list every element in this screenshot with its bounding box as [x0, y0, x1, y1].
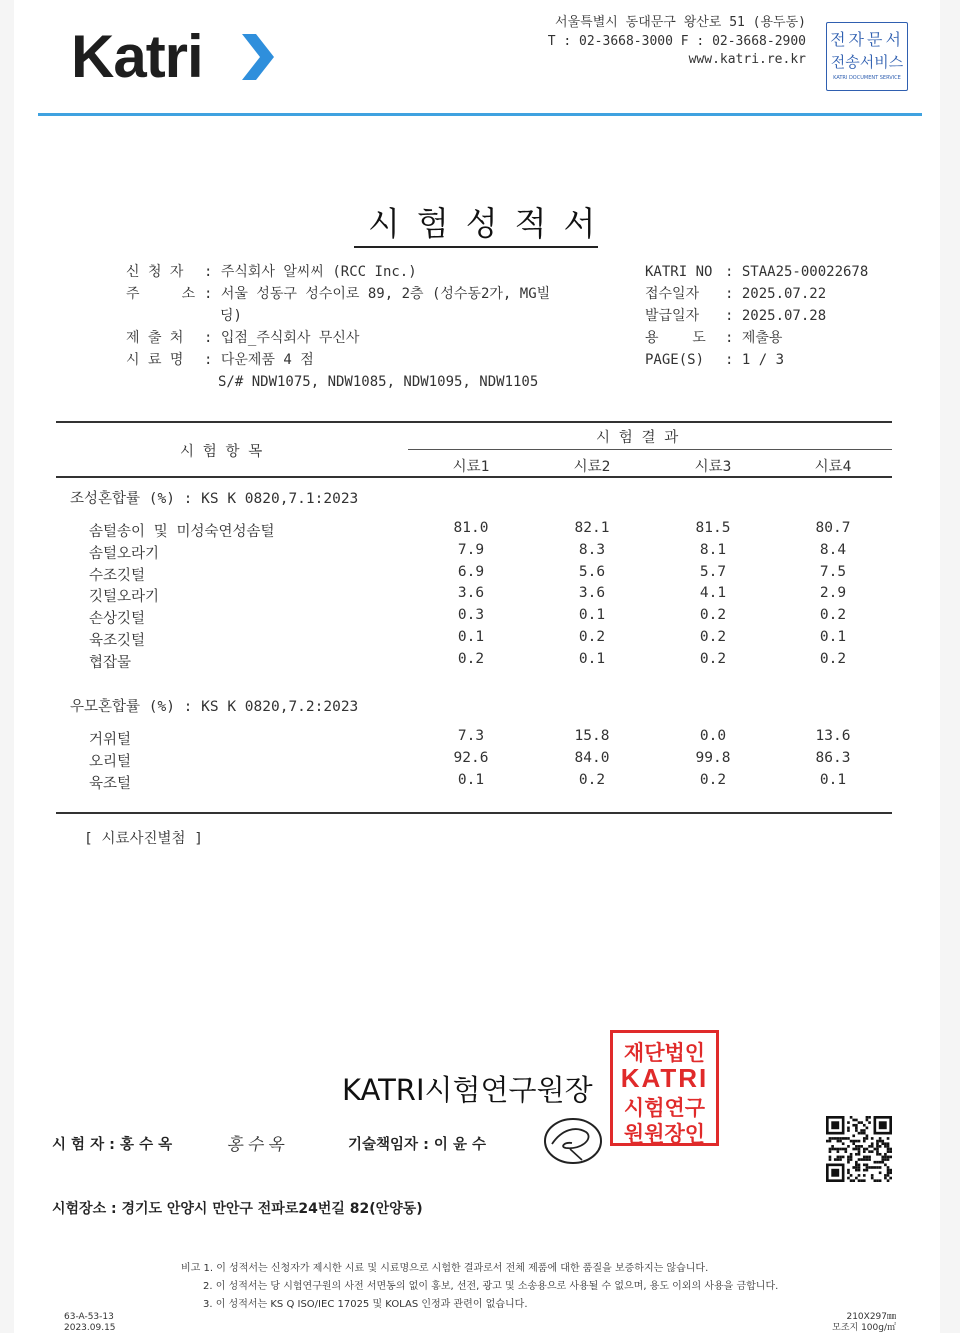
- result-cell-sample-4: 86.3: [815, 749, 851, 766]
- row-label: 솜털오라기: [89, 545, 160, 562]
- row-label: 육조털: [89, 775, 132, 792]
- sample-2-header: 시료2: [573, 459, 611, 475]
- row-label: 육조깃털: [89, 633, 146, 649]
- result-cell-sample-3: 5.7: [699, 563, 727, 580]
- meta-values: [725, 261, 868, 371]
- tester-signature: 홍수옥: [225, 1135, 291, 1155]
- applicant-value: : 주식회사 알씨씨 (RCC Inc.): [204, 264, 417, 280]
- paper-dimensions: 210X297㎜: [846, 1312, 896, 1322]
- row-label: 솜털송이 및 미성숙연성솜털: [89, 524, 275, 540]
- address-value: : 서울 성동구 성수이로 89, 2층 (성수동2가, MG빌: [204, 286, 551, 302]
- result-cell-sample-2: 8.3: [578, 541, 606, 558]
- form-code-date: 2023.09.15: [64, 1323, 116, 1333]
- address-label: 주 소: [126, 286, 196, 302]
- purpose-label: 용 도: [645, 330, 706, 346]
- result-cell-sample-2: 0.2: [578, 629, 606, 645]
- document-title: 시험성적서: [354, 198, 598, 248]
- result-cell-sample-4: 0.1: [819, 771, 847, 788]
- seal-line-3: 시험연구: [623, 1096, 706, 1120]
- sample-4-header: 시료4: [814, 459, 852, 475]
- result-cell-sample-3: 99.8: [695, 749, 731, 766]
- result-cell-sample-2: 82.1: [574, 520, 610, 536]
- table-header-split-rule: [408, 449, 892, 450]
- applicant-values: [204, 261, 550, 393]
- received-date-value: : 2025.07.22: [725, 286, 827, 302]
- row-label: 협잡물: [89, 654, 132, 671]
- seal-line-1: 재단법인: [623, 1041, 706, 1065]
- result-cell-sample-3: 0.0: [699, 728, 727, 744]
- sample-1-header: 시료1: [452, 459, 490, 475]
- org-director-title: KATRI시험연구원장: [342, 1073, 593, 1107]
- result-cell-sample-1: 0.3: [457, 607, 485, 624]
- e-document-service-badge: [826, 22, 908, 91]
- official-seal: [610, 1030, 719, 1146]
- result-cell-sample-4: 0.2: [819, 650, 847, 667]
- result-cell-sample-4: 0.1: [819, 629, 847, 645]
- katri-no-label: KATRI NO: [645, 264, 713, 280]
- result-cell-sample-2: 0.2: [578, 771, 606, 788]
- page-value: : 1 / 3: [725, 352, 785, 368]
- page-label: PAGE(S): [645, 352, 705, 368]
- katri-logo: Katri: [71, 23, 203, 90]
- submitter-label: 제 출 처: [126, 330, 184, 346]
- website-line: www.katri.re.kr: [688, 52, 806, 67]
- katri-no-value: : STAA25-00022678: [725, 264, 869, 280]
- result-cell-sample-4: 2.9: [819, 585, 847, 602]
- note-1: 비고 1. 이 성적서는 신청자가 제시한 시료 및 시료명으로 시험한 결과로서 전체 제품에 대한 품질을 보증하지는 않습니다.: [181, 1263, 709, 1274]
- result-cell-sample-4: 7.5: [819, 563, 847, 580]
- header-address: [548, 14, 806, 70]
- result-cell-sample-3: 0.2: [699, 607, 727, 624]
- section-1-title: 조성혼합률 (%) : KS K 0820,7.1:2023: [70, 491, 359, 507]
- section-2-title: 우모혼합률 (%) : KS K 0820,7.2:2023: [70, 699, 359, 715]
- result-cell-sample-1: 0.1: [457, 771, 485, 788]
- result-cell-sample-1: 7.3: [457, 728, 485, 744]
- result-cell-sample-1: 92.6: [453, 749, 489, 766]
- result-cell-sample-2: 3.6: [578, 585, 606, 602]
- result-cell-sample-3: 0.2: [699, 629, 727, 645]
- address-line: 서울특별시 동대문구 왕산로 51 (용두동): [555, 15, 806, 30]
- chevron-right-icon: [238, 34, 278, 80]
- result-cell-sample-3: 8.1: [699, 541, 727, 558]
- row-label: 오리털: [89, 753, 132, 770]
- sample-3-header: 시료3: [694, 459, 732, 475]
- paper-size: [832, 1312, 896, 1333]
- tech-manager-label: 기술책임자 : 이 윤 수: [348, 1137, 487, 1153]
- e-doc-caption: KATRI DOCUMENT SERVICE: [833, 75, 901, 81]
- test-result-header: 시 험 결 과: [596, 430, 679, 446]
- form-code: [64, 1312, 116, 1333]
- result-cell-sample-2: 84.0: [574, 749, 610, 766]
- tech-manager-signature: [542, 1114, 604, 1166]
- applicant-label: 신 청 자: [126, 264, 184, 280]
- row-label: 손상깃털: [89, 611, 146, 628]
- table-top-rule: [56, 421, 892, 423]
- sample-serials: S/# NDW1075, NDW1085, NDW1095, NDW1105: [218, 374, 539, 390]
- qr-code-icon: [826, 1116, 892, 1184]
- test-item-header: 시 험 항 목: [180, 444, 263, 460]
- address-value-cont: 딩): [220, 308, 242, 324]
- sample-value: : 다운제품 4 점: [204, 352, 314, 368]
- meta-labels: [645, 261, 712, 371]
- table-header-rule: [56, 476, 892, 478]
- submitter-value: : 입점_주식회사 무신사: [204, 330, 360, 346]
- result-cell-sample-4: 13.6: [815, 728, 851, 744]
- result-cell-sample-1: 7.9: [457, 541, 485, 558]
- result-cell-sample-1: 3.6: [457, 585, 485, 602]
- report-page: [14, 0, 940, 1333]
- result-cell-sample-2: 0.1: [578, 607, 606, 624]
- note-3: 3. 이 성적서는 KS Q ISO/IEC 17025 및 KOLAS 인정과 관련이 없습니다.: [203, 1299, 528, 1310]
- row-label: 거위털: [89, 732, 132, 748]
- applicant-labels: [126, 261, 195, 371]
- result-cell-sample-4: 80.7: [815, 520, 851, 536]
- row-label: 깃털오라기: [89, 589, 160, 606]
- header-divider: [38, 113, 922, 116]
- form-code-number: 63-A-53-13: [64, 1312, 114, 1322]
- seal-line-4: 원원장인: [623, 1122, 706, 1146]
- tester-label: 시 험 자 : 홍 수 옥: [52, 1137, 173, 1153]
- table-bottom-rule: [56, 812, 892, 814]
- seal-line-2: KATRI: [620, 1063, 709, 1093]
- result-cell-sample-2: 0.1: [578, 650, 606, 667]
- note-2: 2. 이 성적서는 당 시험연구원의 사전 서면동의 없이 홍보, 선전, 광고 및 소송용으로 사용될 수 없으며, 용도 이외의 사용을 금합니다.: [203, 1281, 779, 1292]
- paper-weight: 모조지 100g/㎡: [832, 1323, 896, 1333]
- result-cell-sample-1: 6.9: [457, 563, 485, 580]
- result-cell-sample-2: 15.8: [574, 728, 610, 744]
- result-cell-sample-3: 0.2: [699, 771, 727, 788]
- result-cell-sample-1: 81.0: [453, 520, 489, 536]
- result-cell-sample-3: 0.2: [699, 650, 727, 667]
- e-doc-subtitle: 전송서비스: [830, 53, 904, 71]
- sample-label: 시 료 명: [126, 352, 184, 368]
- purpose-value: : 제출용: [725, 330, 783, 346]
- result-cell-sample-4: 0.2: [819, 607, 847, 624]
- notes: [181, 1260, 778, 1314]
- result-cell-sample-4: 8.4: [819, 541, 847, 558]
- result-cell-sample-1: 0.1: [457, 629, 485, 645]
- received-date-label: 접수일자: [645, 286, 700, 302]
- issued-date-label: 발급일자: [645, 308, 700, 324]
- e-doc-title: 전자문서: [830, 30, 904, 49]
- issued-date-value: : 2025.07.28: [725, 308, 827, 324]
- test-location: 시험장소 : 경기도 안양시 만안구 전파로24번길 82(안양동): [52, 1201, 423, 1217]
- row-label: 수조깃털: [89, 567, 146, 584]
- result-cell-sample-2: 5.6: [578, 563, 606, 580]
- result-cell-sample-1: 0.2: [457, 650, 485, 667]
- result-cell-sample-3: 81.5: [695, 520, 731, 536]
- photo-attachment-note: [ 시료사진별첨 ]: [84, 831, 203, 847]
- result-cell-sample-3: 4.1: [699, 585, 727, 602]
- phone-fax-line: T : 02-3668-3000 F : 02-3668-2900: [547, 33, 806, 49]
